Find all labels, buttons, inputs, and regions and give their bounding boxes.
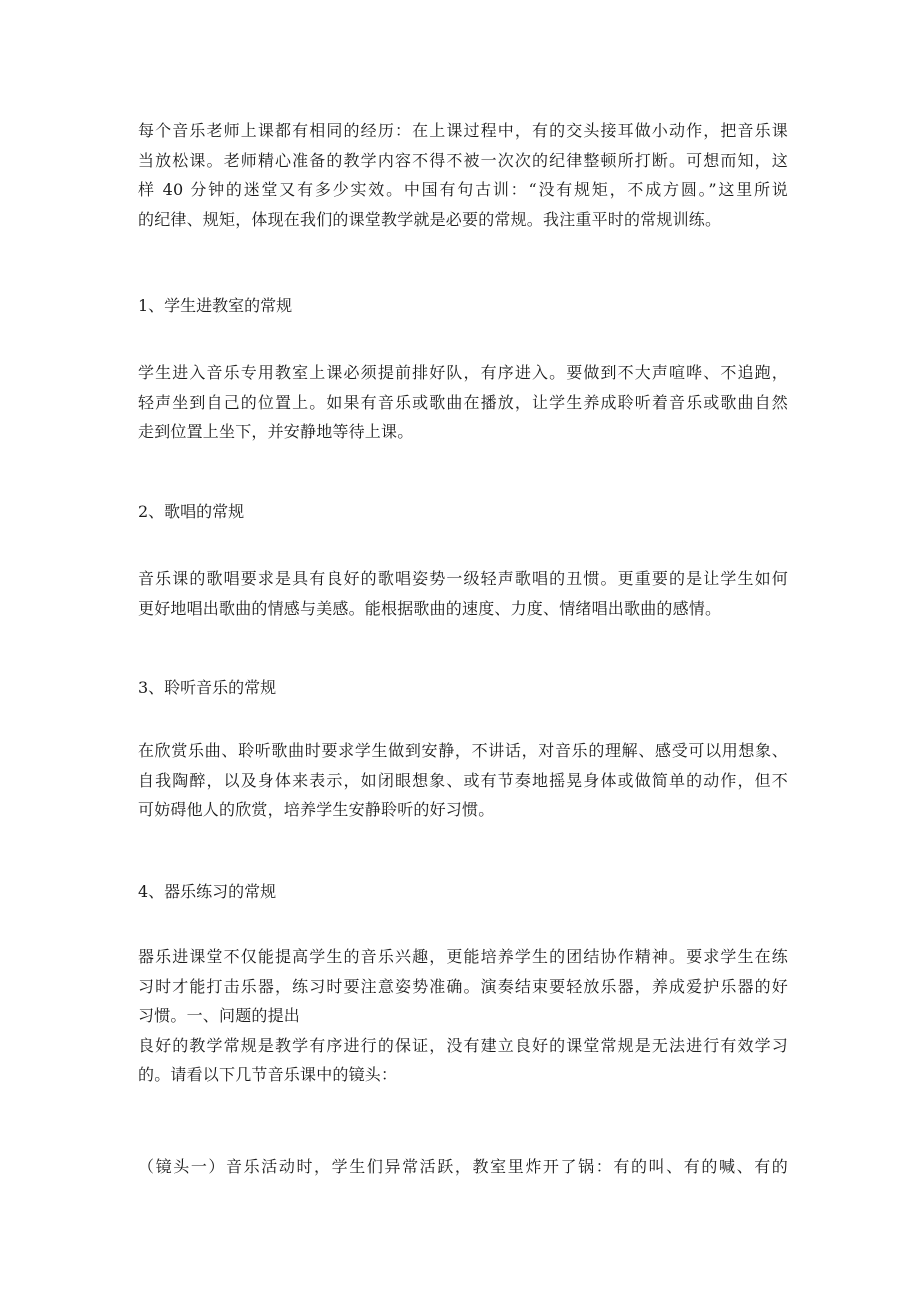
paragraph-line: 习时才能打击乐器，练习时要注意姿势准确。演奏结束要轻放乐器，养成爱护乐器的好 bbox=[138, 976, 788, 996]
section-1-paragraph bbox=[138, 358, 788, 447]
section-heading-4: 4、器乐练习的常规 bbox=[138, 882, 277, 901]
paragraph-line: 在欣赏乐曲、聆听歌曲时要求学生做到安静，不讲话，对音乐的理解、感受可以用想象、 bbox=[138, 741, 788, 760]
paragraph-line: 自我陶醉，以及身体来表示，如闭眼想象、或有节奏地摇晃身体或做简单的动作，但不 bbox=[138, 770, 788, 790]
closing-paragraph bbox=[138, 1152, 788, 1182]
section-3-paragraph bbox=[138, 736, 788, 825]
paragraph-line: 的。请看以下几节音乐课中的镜头： bbox=[138, 1065, 398, 1084]
paragraph-line: 走到位置上坐下，并安静地等待上课。 bbox=[138, 422, 414, 441]
intro-line: 每个音乐老师上课都有相同的经历：在上课过程中，有的交头接耳做小动作，把音乐课 bbox=[138, 121, 788, 140]
paragraph-line: 习惯。一、问题的提出 bbox=[138, 1006, 301, 1025]
paragraph-line: 良好的教学常规是教学有序进行的保证，没有建立良好的课堂常规是无法进行有效学习 bbox=[138, 1035, 788, 1055]
paragraph-line: 可妨碍他人的欣赏，培养学生安静聆听的好习惯。 bbox=[138, 800, 495, 819]
section-4-paragraph bbox=[138, 942, 788, 1090]
intro-line: 的纪律、规矩，体现在我们的课堂教学就是必要的常规。我注重平时的常规训练。 bbox=[138, 209, 722, 229]
intro-paragraph bbox=[138, 116, 788, 234]
paragraph-line: 器乐进课堂不仅能提高学生的音乐兴趣，更能培养学生的团结协作精神。要求学生在练 bbox=[138, 947, 788, 966]
paragraph-line: 轻声坐到自己的位置上。如果有音乐或歌曲在播放，让学生养成聆听着音乐或歌曲自然 bbox=[138, 392, 788, 412]
paragraph-line: 学生进入音乐专用教室上课必须提前排好队，有序进入。要做到不大声喧哗、不追跑， bbox=[138, 363, 788, 382]
paragraph-line: 音乐课的歌唱要求是具有良好的歌唱姿势一级轻声歌唱的丑惯。更重要的是让学生如何 bbox=[138, 569, 788, 588]
section-heading-3: 3、聆听音乐的常规 bbox=[138, 678, 277, 697]
section-heading-1: 1、学生进教室的常规 bbox=[138, 296, 293, 315]
section-2-paragraph bbox=[138, 564, 788, 623]
paragraph-line: 更好地唱出歌曲的情感与美感。能根据歌曲的速度、力度、情绪唱出歌曲的感情。 bbox=[138, 598, 722, 618]
section-heading-2: 2、歌唱的常规 bbox=[138, 502, 245, 521]
intro-line: 当放松课。老师精心准备的教学内容不得不被一次次的纪律整顿所打断。可想而知，这 bbox=[138, 150, 788, 170]
paragraph-line: （镜头一）音乐活动时，学生们异常活跃，教室里炸开了锅：有的叫、有的喊、有的 bbox=[138, 1157, 788, 1176]
intro-line: 样 40 分钟的迷堂又有多少实效。中国有句古训：“没有规矩，不成方圆。”这里所说 bbox=[138, 180, 788, 199]
